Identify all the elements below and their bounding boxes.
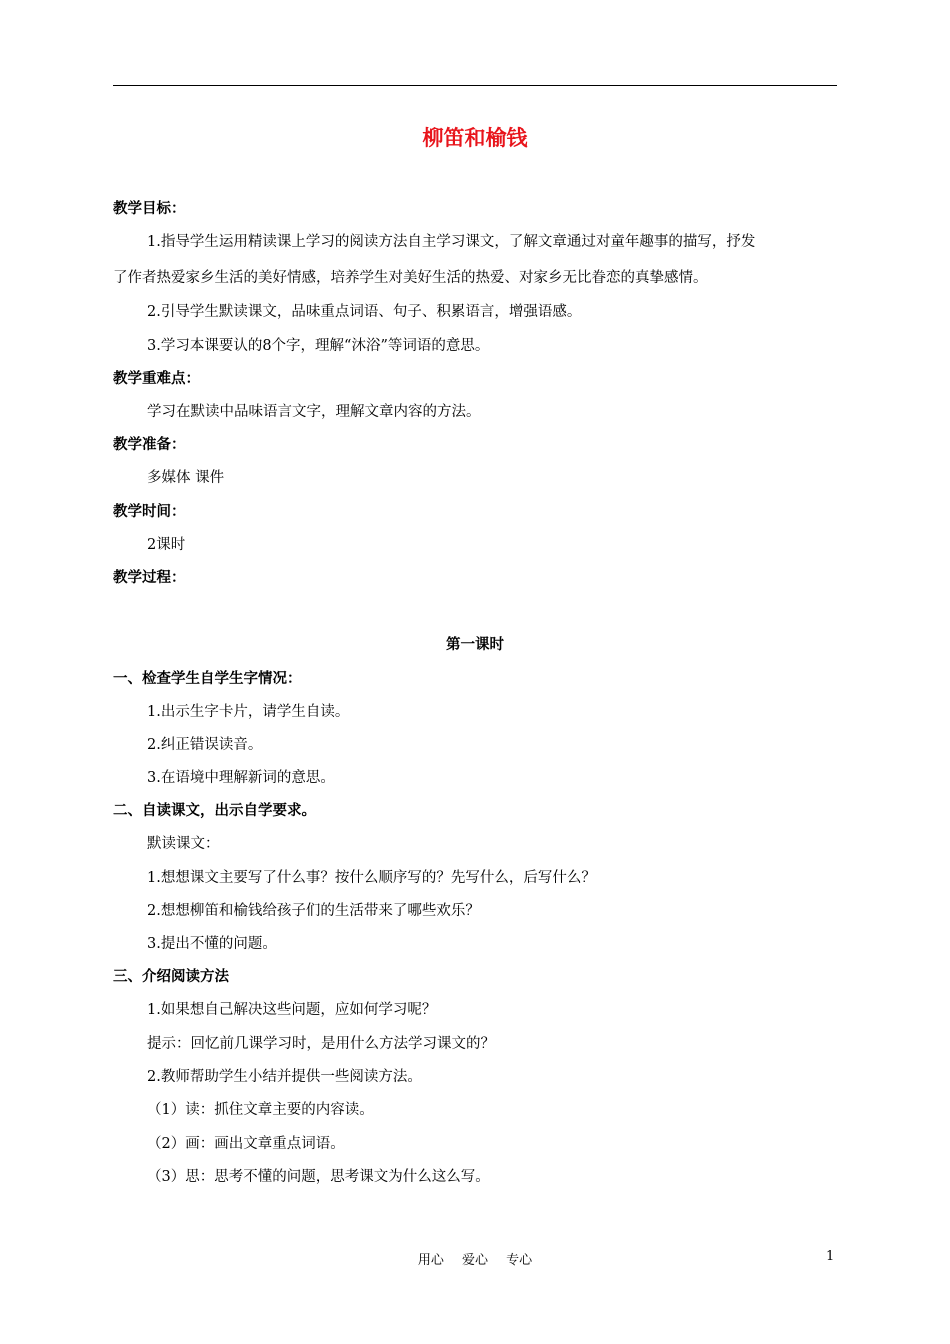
section-2-intro: 默读课文： — [147, 836, 220, 852]
section-1-heading: 一、检查学生自学生字情况： — [113, 671, 302, 687]
section-2-item: 3.提出不懂的问题。 — [147, 936, 277, 952]
preparation-text: 多媒体 课件 — [147, 470, 225, 486]
section-3-item: （2）画：画出文章重点词语。 — [147, 1136, 345, 1152]
section-2-item: 1.想想课文主要写了什么事？按什么顺序写的？先写什么，后写什么？ — [147, 870, 596, 886]
section-3-item: 2.教师帮助学生小结并提供一些阅读方法。 — [147, 1069, 422, 1085]
section-3-heading: 三、介绍阅读方法 — [113, 969, 229, 985]
section-3-item: 提示：回忆前几课学习时，是用什么方法学习课文的？ — [147, 1036, 495, 1052]
section-2-item: 2.想想柳笛和榆钱给孩子们的生活带来了哪些欢乐？ — [147, 903, 480, 919]
section-2-heading: 二、自读课文，出示自学要求。 — [113, 803, 316, 819]
goals-heading: 教学目标： — [113, 201, 186, 217]
process-heading: 教学过程： — [113, 570, 186, 586]
section-1-item: 3.在语境中理解新词的意思。 — [147, 770, 335, 786]
page-number: 1 — [826, 1249, 835, 1264]
difficulty-text: 学习在默读中品味语言文字，理解文章内容的方法。 — [147, 404, 481, 420]
preparation-heading: 教学准备： — [113, 437, 186, 453]
goal-1-line-1: 1.指导学生运用精读课上学习的阅读方法自主学习课文，了解文章通过对童年趣事的描写，抒发 — [147, 234, 756, 250]
section-3-item: （3）思：思考不懂的问题，思考课文为什么这么写。 — [147, 1169, 490, 1185]
goal-1-line-2: 了作者热爱家乡生活的美好情感，培养学生对美好生活的热爱、对家乡无比眷恋的真挚感情。 — [113, 270, 708, 286]
goal-2: 2.引导学生默读课文，品味重点词语、句子、积累语言，增强语感。 — [147, 304, 582, 320]
section-1-item: 1.出示生字卡片，请学生自读。 — [147, 704, 350, 720]
section-3-item: 1.如果想自己解决这些问题，应如何学习呢？ — [147, 1002, 437, 1018]
time-heading: 教学时间： — [113, 504, 186, 520]
section-3-item: （1）读：抓住文章主要的内容读。 — [147, 1102, 374, 1118]
footer-motto: 用心 爱心 专心 — [417, 1253, 533, 1268]
header-rule — [113, 85, 837, 86]
time-text: 2课时 — [147, 537, 186, 553]
goal-3: 3.学习本课要认的8个字，理解“沐浴”等词语的意思。 — [147, 338, 490, 354]
section-1-item: 2.纠正错误读音。 — [147, 737, 263, 753]
lesson-title: 第一课时 — [446, 637, 504, 653]
document-title: 柳笛和榆钱 — [422, 126, 528, 150]
difficulty-heading: 教学重难点： — [113, 371, 200, 387]
